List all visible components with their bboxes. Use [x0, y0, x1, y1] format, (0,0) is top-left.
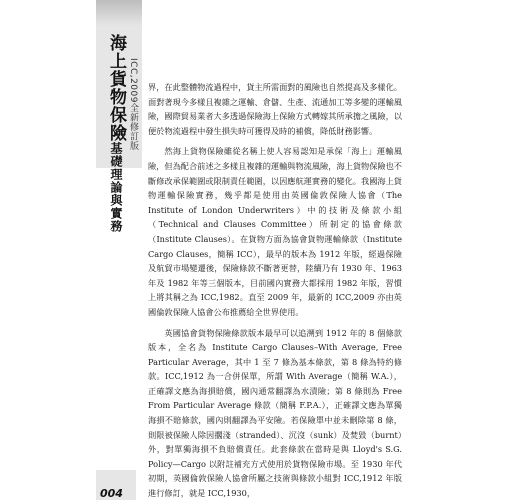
paragraph-2: 然海上貨物保險雖從名稱上使人容易認知是承保「海上」運輸風險，但為配合前述之多樣且複雜的運輸與物流風險，海上貨物保險也不斷修改承保範圍或限制責任範圍，以因應航運實務的變化。我國海上貨物運輸保險實務，幾乎都是使用由英國倫敦保險人協會（The Institute of London Underwriters）中的技術及條款小組（Technical and Clauses Committee）所制定的協會條款（Institute Clauses）。在貨物方面為協會貨物運輸條款（Institute Cargo Clauses，簡稱 ICC），最早的版本為 1912 年版，經過保險及航貿市場變遷後，保險條款不斷著更替，陸續乃有 1930 年、1963 年及 1982 年等三個版本，目前國內實務大都採用 1982 年版，習慣上將其稱之為 ICC,1982。直至 2009 年，最新的 ICC,2009 亦由英國倫敦保險人協會公布推薦給全世界使用。 [148, 146, 402, 317]
header-shade [96, 0, 142, 26]
page-number: 004 [100, 487, 123, 500]
book-title [104, 34, 129, 233]
book-subtitle: 基礎理論與實務 [109, 142, 123, 233]
body-text [148, 80, 402, 501]
paragraph-3: 英國協會貨物保險條款版本最早可以追溯到 1912 年的 8 個條款版本，全名為 Institute Cargo Clauses–With Average, Free Particular Average，其中 1 至 7 條為基本條款，第 8 條為特約條款。ICC,1912 為一合併保單，所謂 With Average（簡稱 W.A.），正確譯文應為海損賠償，國內通常翻譯為水漬險；第 8 條則為 Free From Particular Average 條款（簡稱 F.P.A.），正確譯文應為單獨海損不賠條款，國內則翻譯為平安險。若保險單中並未刪除第 8 條，則限被保險人除因擱淺（stranded）、沉沒（sunk）及焚毀（burnt）外，對單獨海損不負賠償責任。此套條款在當時是與 Lloyd's S.G. Policy—Cargo 以附註補充方式使用於貨物保險市場。至 1930 年代初期，英國倫敦保險人協會所屬之技術與條款小組對 ICC,1912 年版進行修訂，就是 ICC,1930， [148, 327, 402, 499]
book-title-main: 海上貨物保險 [106, 34, 126, 142]
paragraph-1: 界，在此整體物流過程中，貨主所需面對的風險也自然提高及多樣化。面對著現今多樣且複雜之運輸、倉儲、生產、流通加工等多變的運輸風險，國際貿易業者大多透過保險海上保險方式轉嫁其所承擔之風險，以便於物流過程中發生損失時可獲得及時的補償，降低財務影響。 [148, 82, 402, 136]
book-edition: ICC,2009全新修訂版 [128, 58, 138, 151]
